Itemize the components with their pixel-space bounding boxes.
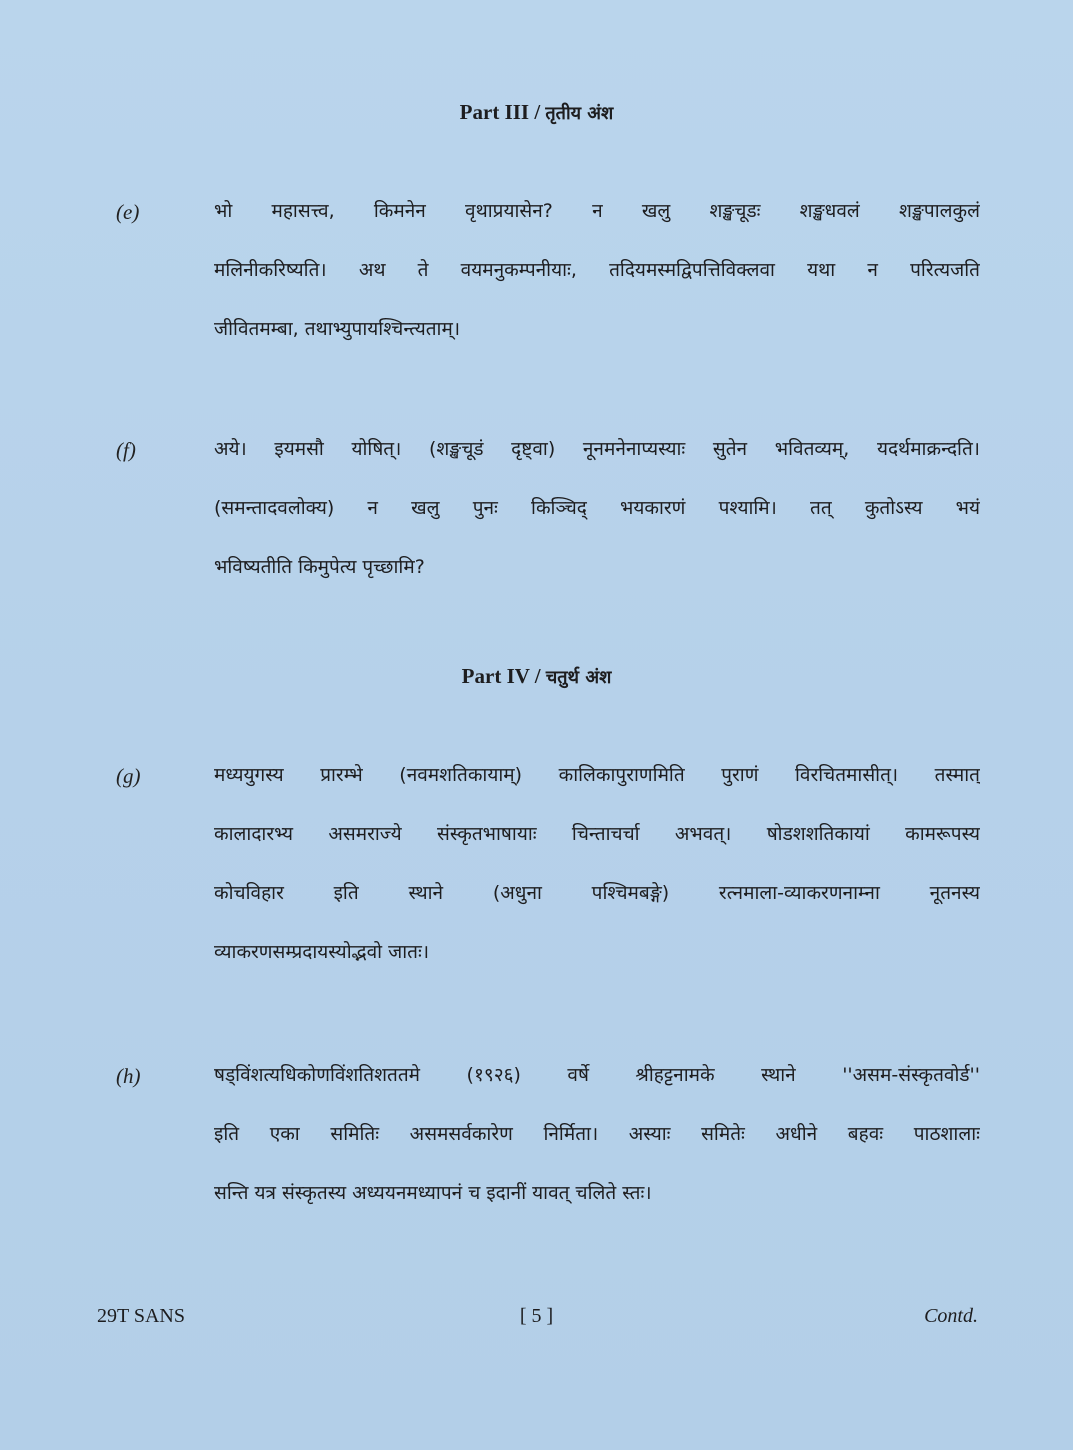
passage-line: अये। इयमसौ योषित्। (शङ्खचूडं दृष्ट्वा) नूनमनेनाप्यस्याः सुतेन भवितव्यम्, यदर्थमाक्रन्दति। [214,438,980,460]
passage-marker: (f) [116,438,136,462]
passage-line: षड्विंशत्यधिकोणविंशतिशततमे (१९२६) वर्षे श्रीहट्टनामके स्थाने ''असम-संस्कृतवोर्ड'' [214,1064,980,1086]
passage-line: (समन्तादवलोक्य) न खलु पुनः किञ्चिद् भयकारणं पश्यामि। तत् कुतोऽस्य भयं [214,497,980,519]
part-4-title-en: Part IV / [461,664,541,688]
passage-line: व्याकरणसम्प्रदायस्योद्भवो जातः। [214,941,430,963]
part-3-title-hi: तृतीय अंश [545,103,614,124]
passage-line: सन्ति यत्र संस्कृतस्य अध्ययनमध्यापनं च इदानीं यावत् चलिते स्तः। [214,1182,652,1204]
part-3-title-en: Part III / [459,100,541,124]
passage-line: भो महासत्त्व, किमनेन वृथाप्रयासेन? न खलु शङ्खचूडः शङ्खधवलं शङ्खपालकुलं [214,200,980,222]
part-4-title-hi: चतुर्थ अंश [545,667,612,688]
part-4-heading [0,664,1073,689]
passage-line: जीवितमम्बा, तथाभ्युपायश्चिन्त्यताम्। [214,318,461,340]
continued-label: Contd. [924,1305,978,1327]
passage-marker: (h) [116,1064,141,1088]
passage-line: कालादारभ्य असमराज्ये संस्कृतभाषायाः चिन्ताचर्चा अभवत्। षोडशशतिकायां कामरूपस्य [214,823,980,845]
part-3-heading [0,100,1073,125]
passage-marker: (g) [116,764,141,788]
paper-code: 29T SANS [97,1305,185,1327]
passage-line: भविष्यतीति किमुपेत्य पृच्छामि? [214,556,425,578]
passage-line: इति एका समितिः असमसर्वकारेण निर्मिता। अस्याः समितेः अधीने बहवः पाठशालाः [214,1123,980,1145]
passage-line: मध्ययुगस्य प्रारम्भे (नवमशतिकायाम्) कालिकापुराणमिति पुराणं विरचितमासीत्। तस्मात् [214,764,980,786]
passage-line: कोचविहार इति स्थाने (अधुना पश्चिमबङ्गे) रत्नमाला-व्याकरणनाम्ना नूतनस्य [214,882,980,904]
passage-line: मलिनीकरिष्यति। अथ ते वयमनुकम्पनीयाः, तदियमस्मद्विपत्तिविक्लवा यथा न परित्यजति [214,259,980,281]
passage-marker: (e) [116,200,140,224]
page-number: [ 5 ] [519,1305,554,1327]
